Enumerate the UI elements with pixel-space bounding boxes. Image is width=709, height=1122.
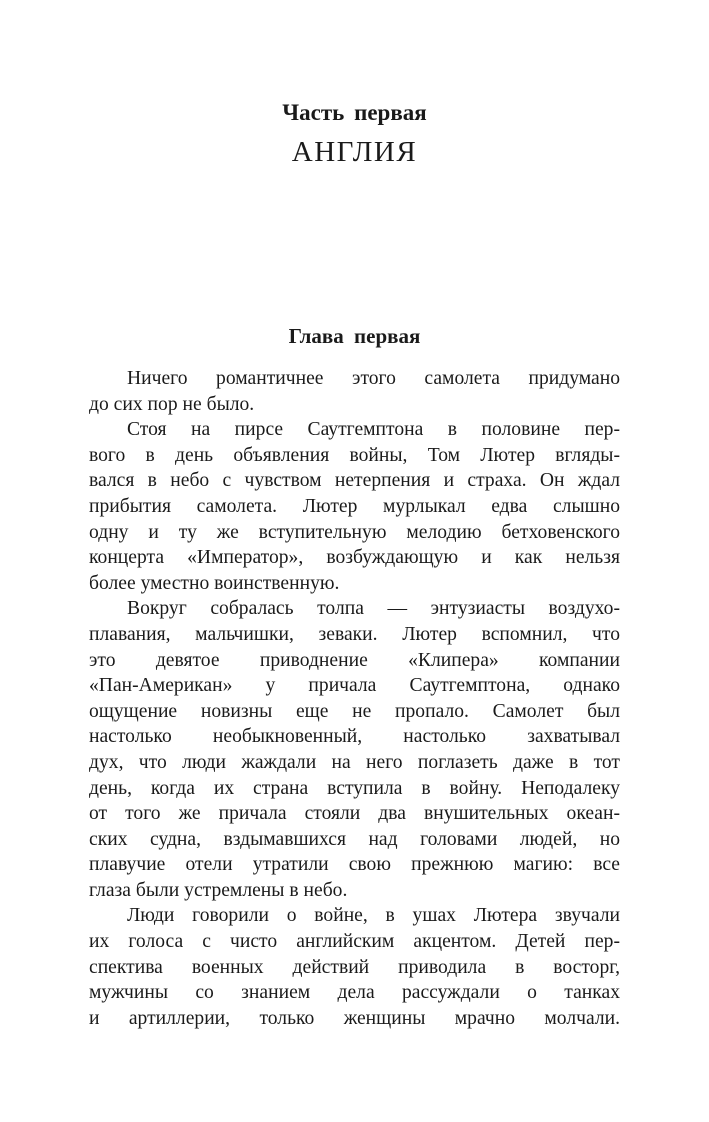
text-line: дух, что люди жаждали на него поглазеть даже в тот <box>89 751 620 773</box>
text-line: прибытия самолета. Лютер мурлыкал едва слышно <box>89 495 620 517</box>
text-line: настолько необыкновенный, настолько захватывал <box>89 726 620 748</box>
text-line: от того же причала стояли два внушительных океан- <box>89 803 620 825</box>
text-line: более уместно воинственную. <box>89 572 340 594</box>
text-line: плавания, мальчишки, зеваки. Лютер вспомнил, что <box>89 623 620 645</box>
text-line: спектива военных действий приводила в восторг, <box>89 956 620 978</box>
paragraph <box>89 903 620 1031</box>
text-line: и артиллерии, только женщины мрачно молчали. <box>89 1007 620 1029</box>
body-text <box>89 366 620 1031</box>
text-line: Люди говорили о войне, в ушах Лютера звучали <box>127 905 620 927</box>
chapter-heading: Глава первая <box>288 324 421 348</box>
paragraph <box>89 417 620 596</box>
text-line: ских судна, вздымавшихся над головами людей, но <box>89 828 620 850</box>
text-line: Ничего романтичнее этого самолета придумано <box>127 368 620 389</box>
text-line: их голоса с чисто английским акцентом. Детей пер- <box>89 931 620 953</box>
text-line: день, когда их страна вступила в войну. Неподалеку <box>89 777 620 799</box>
text-line: плавучие отели утратили свою прежнюю магию: все <box>89 854 620 876</box>
text-line: вого в день объявления войны, Том Лютер вгляды- <box>89 444 620 466</box>
text-line: Стоя на пирсе Саутгемптона в половине пер- <box>127 419 620 441</box>
text-line: «Пан-Американ» у причала Саутгемптона, однако <box>89 675 620 697</box>
paragraph <box>89 596 620 903</box>
text-line: концерта «Император», возбуждающую и как нельзя <box>89 547 620 569</box>
text-line: ощущение новизны еще не пропало. Самолет был <box>89 700 620 722</box>
text-line: одну и ту же вступительную мелодию бетховенского <box>89 521 620 543</box>
text-line: мужчины со знанием дела рассуждали о танках <box>89 982 620 1004</box>
paragraph <box>89 366 620 417</box>
part-title: АНГЛИЯ <box>291 136 418 168</box>
part-heading: Часть первая <box>282 100 427 125</box>
text-line: до сих пор не было. <box>89 393 255 415</box>
text-line: это девятое приводнение «Клипера» компании <box>89 649 620 671</box>
text-line: Вокруг собралась толпа — энтузиасты воздухо- <box>127 598 620 620</box>
text-line: вался в небо с чувством нетерпения и страха. Он ждал <box>89 470 620 492</box>
text-line: глаза были устремлены в небо. <box>89 879 348 901</box>
